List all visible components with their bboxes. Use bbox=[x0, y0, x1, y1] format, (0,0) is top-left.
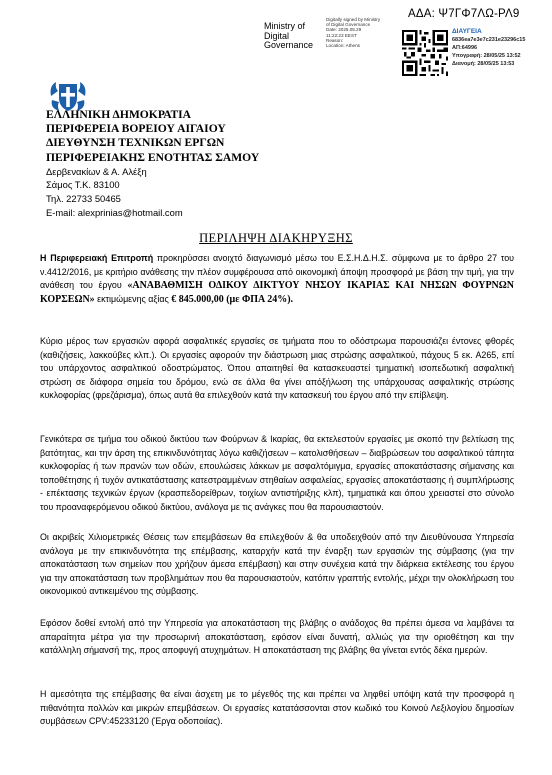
ministry-label: Ministry of Digital Governance bbox=[264, 21, 314, 50]
paragraph-5: Εφόσον δοθεί εντολή από την Υπηρεσία για αποκατάσταση της βλάβης ο ανάδοχος θα πρέπει άμεσα να λαμβάνει τα απαραίτητα μέτρα για την προσωρινή αποκατάσταση, εφόσον είναι δυνατή, αλλιώς για την οριοθέτηση και την κατάλληλη σήμανσή της, προς αποφυγή ατυχημάτων. Η αποκατάσταση της βλάβης θα γίνεται εντός δέκα ημερών. bbox=[40, 618, 514, 656]
header-line: ΠΕΡΙΦΕΡΕΙΑΚΗΣ ΕΝΟΤΗΤΑΣ ΣΑΜΟΥ bbox=[46, 150, 260, 164]
ada-code: ΑΔΑ: Ψ7ΓΦ7ΛΩ-ΡΛ9 bbox=[408, 8, 520, 20]
header-line: ΔΙΕΥΘΥΝΣΗ ΤΕΧΝΙΚΩΝ ΕΡΓΩΝ bbox=[46, 136, 225, 150]
paragraph-4: Οι ακριβείς Χιλιομετρικές Θέσεις των επεμβάσεων θα επιλεχθούν & θα υποδειχθούν από την Διευθύνουσα Υπηρεσία ανάλογα με την επικινδυνότητα της επέμβασης, καταρχήν κατά την έναρξη των εργασιών της σύμβασης (για την αποκατάσταση των σημείων που χρήζουν άμεσα επέμβαση) και στην συνέχεια κατά την διάρκεια εκτέλεσης του έργου για την αποκατάσταση των προβλημάτων που θα παρουσιαστούν, κατόπιν γραπτής εντολής, μέχρι την ολοκλήρωση του οικονομικού αντικειμένου της σύμβασης. bbox=[40, 532, 514, 597]
document-title: ΠΕΡΙΛΗΨΗ ΔΙΑΚΗΡΥΞΗΣ bbox=[199, 231, 353, 245]
qr-code-icon bbox=[402, 30, 448, 76]
paragraph-2: Κύριο μέρος των εργασιών αφορά ασφαλτικές εργασίες σε τμήματα που το οδόστρωμα παρουσιάζει έντονες φθορές (καθιζήσεις, λακκούβες κλπ.). Οι εργασίες αφορούν την διάστρωση μιας στρώσης ασφαλτικού, πάχους 5 εκ. Α265, επί του υπάρχοντος ασφαλτικού οδοστρώματος. Όπου απαιτηθεί θα κατασκευαστεί τμηματική ισοπεδωτική ασφαλτική στρώση σε διάφορα σημεία του δρόμου, ενώ σε άλλα θα γίνει απόξήλωση της υπάρχουσας ασφαλτικής στρώσης κυκλοφορίας (φρεζάρισμα), όπως αυτά θα επιλεχθούν κατά την κατασκευή του έργου από την επίβλεψη. bbox=[40, 336, 514, 401]
diavgeia-info: ΔΙΑΥΓΕΙΑ 6836ea7e3e7c231e23296c15 ΑΠ:64996 Υπογραφή: 28/05/25 13:52 Διανομή: 28/05/25 13:53 bbox=[452, 28, 526, 67]
paragraph-1: Η Περιφερειακή Επιτροπή προκηρύσσει ανοιχτό διαγωνισμό μέσω του Ε.Σ.Η.Δ.Η.Σ. σύμφωνα με το άρθρο 27 του ν.4412/2016, με κριτήριο ανάθεσης την πλέον συμφέρουσα από οικονομική άποψη προσφορά με βάση την τιμή, για την ανάθεση του έργου «ΑΝΑΒΑΘΜΙΣΗ ΟΔΙΚΟΥ ΔΙΚΤΥΟΥ ΝΗΣΟΥ ΙΚΑΡΙΑΣ ΚΑΙ ΝΗΣΩΝ ΦΟΥΡΝΩΝ ΚΟΡΣΕΩΝ» εκτιμώμενης αξίας € 845.000,00 (με ΦΠΑ 24%). bbox=[40, 253, 514, 305]
paragraph-6: Η αμεσότητα της επέμβασης θα είναι άσχετη με το μέγεθός της και πρέπει να ληφθεί υπόψη κατά την προσφορά η πιθανότητα πολλών και μικρών επεμβάσεων. Οι εργασίες κατατάσσονται στον κωδικό του Κοινού Λεξιλογίου δημοσίων συμβάσεων CPV:45233120 (Έργα οδοποιίας). bbox=[40, 689, 514, 727]
sender-header bbox=[46, 108, 259, 219]
address-line: Σάμος Τ.Κ. 83100 bbox=[46, 179, 120, 191]
digital-signature-block: Digitally signed by Ministry of Digital Governance Date: 2025.05.29 11:22:23 EEST Reason: Location: Athens bbox=[326, 17, 381, 49]
email-line: E-mail: alexprinias@hotmail.com bbox=[46, 206, 183, 218]
diavgeia-brand: ΔΙΑΥΓΕΙΑ bbox=[452, 28, 482, 35]
paragraph-3: Γενικότερα σε τμήμα του οδικού δικτύου των Φούρνων & Ικαρίας, θα εκτελεστούν εργασίες με σκοπό την βελτίωση της βατότητας, και την άρση της επικινδυνότητας λόγω καθιζήσεων – κατολισθήσεων – διαβρώσεων του ασφαλτικού τάπητα κυκλοφορίας ή των πρανών των οδών, επουλώσεις λάκκων με ασφαλτόμιγμα, εργασίες αποκατάστασης σήμανσης και τοποθέτησης ή τυχόν αντικατάστασης κατεστραμμένων στηθαίων ασφαλείας, εργασίες αποκατάστασης ή συμπλήρωσης - επέκτασης τεχνικών έργων (κρασπεδορείθρων, τοιχίων αντιστήριξης κλπ), τμηματικά και όπου χρειαστεί στο σύνολο του προαναφερόμενου οδικού δικτύου, ανάλογα με τις ανάγκες που θα παρουσιαστούν. bbox=[40, 434, 514, 512]
address-line: Τηλ. 22733 50465 bbox=[46, 193, 121, 204]
header-line: ΕΛΛΗΝΙΚΗ ΔΗΜΟΚΡΑΤΙΑ bbox=[46, 108, 192, 121]
address-line: Δερβενακίων & Α. Αλέξη bbox=[46, 165, 147, 177]
header-line: ΠΕΡΙΦΕΡΕΙΑ ΒΟΡΕΙΟΥ ΑΙΓΑΙΟΥ bbox=[46, 122, 226, 136]
